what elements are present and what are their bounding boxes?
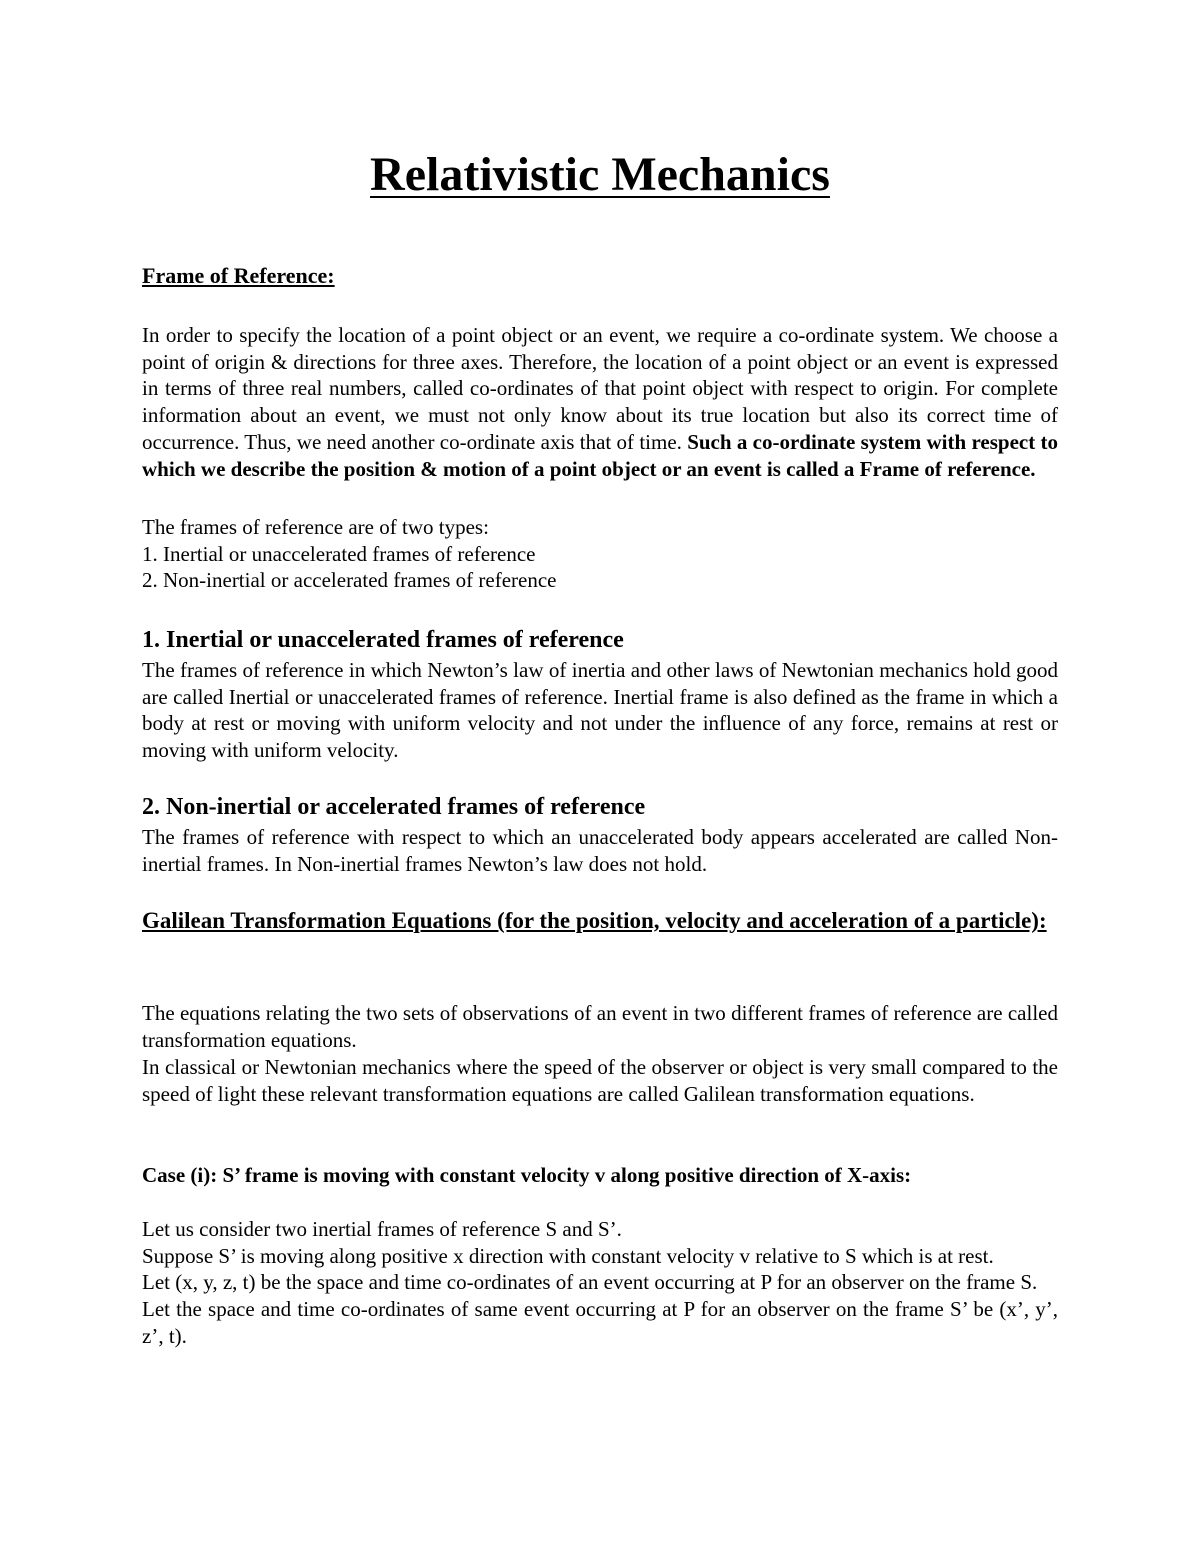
- non-inertial-paragraph: The frames of reference with respect to which an unaccelerated body appears accelerated are called Non-inertial frames. In Non-inertial frames Newton’s law does not hold.: [142, 825, 1058, 876]
- frame-types-list: [142, 514, 1058, 594]
- frame-types-intro: The frames of reference are of two types:: [142, 515, 489, 539]
- case-i-line: Let the space and time co-ordinates of same event occurring at P for an observer on the frame S’ be (x’, y’, z’, t).: [142, 1297, 1058, 1348]
- section-heading-non-inertial: 2. Non-inertial or accelerated frames of reference: [142, 794, 646, 820]
- galilean-paragraph-2: In classical or Newtonian mechanics where the speed of the observer or object is very small compared to the speed of light these relevant transformation equations are called Galilean transformation equations.: [142, 1055, 1058, 1106]
- case-i-body: [142, 1216, 1058, 1350]
- frame-of-reference-paragraph: [142, 322, 1058, 482]
- section-heading-frame-of-reference: Frame of Reference:: [142, 263, 335, 288]
- case-i-line: Let us consider two inertial frames of reference S and S’.: [142, 1217, 622, 1241]
- section-heading-inertial: 1. Inertial or unaccelerated frames of reference: [142, 627, 624, 653]
- case-i-line: Let (x, y, z, t) be the space and time co-ordinates of an event occurring at P for an observer on the frame S.: [142, 1270, 1038, 1295]
- frame-type-item: 2. Non-inertial or accelerated frames of reference: [142, 568, 557, 593]
- frame-type-item: 1. Inertial or unaccelerated frames of reference: [142, 541, 536, 566]
- document-title: Relativistic Mechanics: [370, 148, 830, 201]
- galilean-paragraph-1: The equations relating the two sets of observations of an event in two different frames of reference are called transformation equations.: [142, 1001, 1058, 1052]
- section-heading-galilean: Galilean Transformation Equations (for the position, velocity and acceleration of a particle):: [142, 908, 1047, 933]
- case-i-heading: Case (i): S’ frame is moving with constant velocity v along positive direction of X-axis:: [142, 1163, 912, 1187]
- frame-of-reference-definition: Such a co-ordinate system with respect to which we describe the position & motion of a point object or an event is called a Frame of reference.: [142, 429, 1058, 481]
- frame-of-reference-text: In order to specify the location of a point object or an event, we require a co-ordinate system. We choose a point of origin & directions for three axes. Therefore, the location of a point object or an event is expressed in terms of three real numbers, called co-ordinates of that point object with respect to origin. For complete information about an event, we must not only know about its true location but also its correct time of occurrence. Thus, we need another co-ordinate axis that of time.: [142, 323, 1058, 454]
- case-i-line: Suppose S’ is moving along positive x direction with constant velocity v relative to S which is at rest.: [142, 1243, 994, 1268]
- inertial-paragraph: The frames of reference in which Newton’s law of inertia and other laws of Newtonian mechanics hold good are called Inertial or unaccelerated frames of reference. Inertial frame is also defined as the frame in which a body at rest or moving with uniform velocity and not under the influence of any force, remains at rest or moving with uniform velocity.: [142, 658, 1058, 763]
